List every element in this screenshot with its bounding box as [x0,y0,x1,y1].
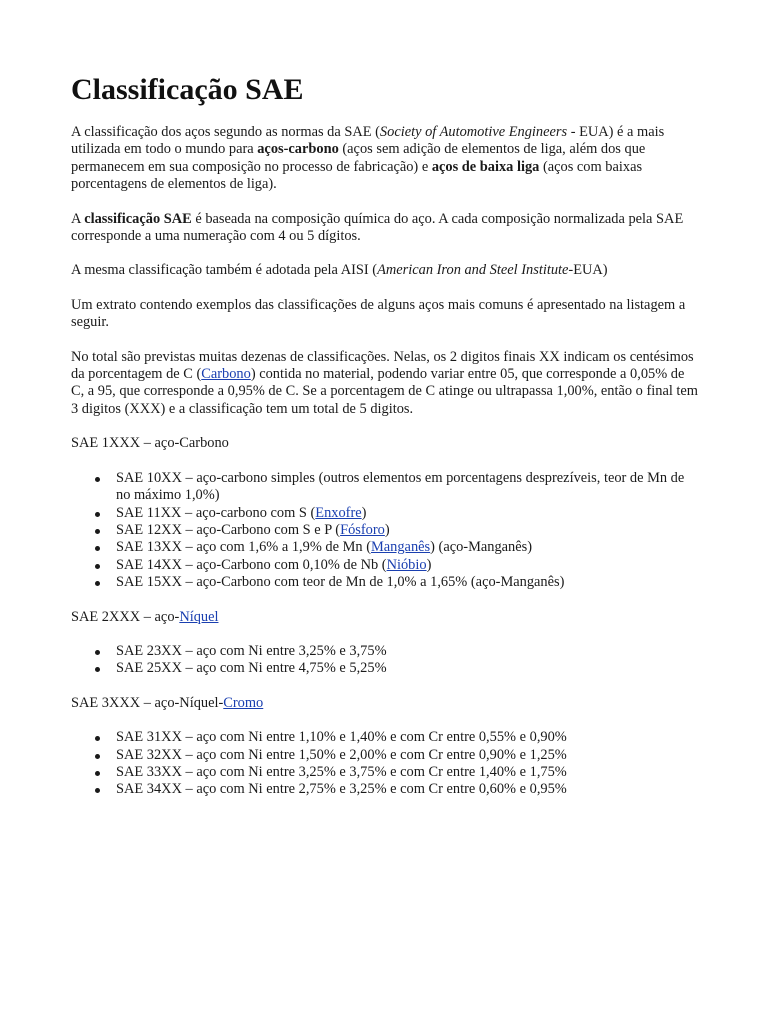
list-item-text: SAE 31XX – aço com Ni entre 1,10% e 1,40% e com Cr entre 0,55% e 0,90% [116,729,567,746]
list-item-text: SAE 13XX – aço com 1,6% a 1,9% de Mn ( [116,539,371,556]
text: A [71,210,85,227]
section-heading [71,435,701,452]
list-item [116,539,701,556]
paragraph-digits [71,349,701,419]
list-item-text: ) [384,521,390,538]
list-item [116,660,701,677]
steel-list [71,729,701,799]
paragraph-aisi [71,262,701,279]
list-item-text: SAE 10XX – aço-carbono simples (outros elementos em porcentagens desprezíveis, teor de Mn de no máximo 1,0%) [116,469,685,504]
text: (aços sem adição de elementos de liga, além dos que permanecem em sua composição no processo de fabricação) e [71,141,646,175]
text: A classificação dos aços segundo as normas da SAE ( [71,124,380,140]
page-title: Classificação SAE [71,73,304,106]
list-item-text: SAE 11XX – aço-carbono com S ( [116,504,316,521]
list-item-link[interactable]: Manganês [370,539,431,556]
section-heading-link[interactable]: Níquel [179,608,219,625]
list-item [116,729,701,746]
steel-list [71,470,701,592]
text-italic: Society of Automotive Engineers [379,124,568,140]
text: - EUA) é a mais utilizada em todo o mundo para [71,124,665,158]
list-item-text: SAE 14XX – aço-Carbono com 0,10% de Nb ( [116,556,387,573]
section-heading-text: SAE 3XXX – aço-Níquel- [71,694,224,711]
text: No total são previstas muitas dezenas de classificações. Nelas, os 2 digitos finais XX indicam os centésimos da porcentagem de C ( [71,348,694,383]
text-bold: classificação SAE [84,210,192,227]
text-bold: aços de baixa liga [431,158,540,175]
list-item-text: SAE 12XX – aço-Carbono com S e P ( [116,521,341,538]
document-page [71,0,701,799]
list-item-text: ) (aço-Manganês) [430,539,533,556]
list-item-link[interactable]: Enxofre [315,504,362,521]
steel-list [71,643,701,678]
text-bold: aços-carbono [257,141,339,158]
list-item [116,470,701,505]
paragraph-sae-basis [71,211,701,246]
list-item [116,781,701,798]
section-heading-text: SAE 2XXX – aço- [71,608,180,625]
link-carbono[interactable]: Carbono [201,366,251,383]
list-item-link[interactable]: Nióbio [386,556,427,573]
list-item-text: SAE 25XX – aço com Ni entre 4,75% e 5,25% [116,660,387,677]
sections-container [71,435,701,799]
list-item-text: SAE 15XX – aço-Carbono com teor de Mn de 1,0% a 1,65% (aço-Manganês) [116,574,565,591]
text: é baseada na composição química do aço. A cada composição normalizada pela SAE corresponde a uma numeração com 4 ou 5 dígitos. [71,210,684,245]
list-item [116,557,701,574]
list-item [116,522,701,539]
text: A mesma classificação também é adotada pela AISI ( [71,262,378,279]
paragraph-extract: Um extrato contendo exemplos das classificações de alguns aços mais comuns é apresentado na listagem a seguir. [71,296,686,331]
list-item-text: SAE 23XX – aço com Ni entre 3,25% e 3,75% [116,642,387,659]
text: ) contida no material, podendo variar entre 05, que corresponde a 0,05% de C, a 95, que corresponde a 0,95% de C. Se a porcentagem de C atinge ou ultrapassa 1,00%, então o final tem 3 digitos (XXX) e a classificação tem um total de 5 digitos. [71,366,699,417]
list-item [116,574,701,591]
text: -EUA) [568,262,608,279]
section-heading-link[interactable]: Cromo [223,694,264,711]
list-item-text: ) [426,556,432,573]
paragraph-intro [71,124,701,194]
list-item-text: SAE 34XX – aço com Ni entre 2,75% e 3,25% e com Cr entre 0,60% e 0,95% [116,781,567,798]
list-item [116,505,701,522]
text-italic: American Iron and Steel Institute [377,262,569,279]
list-item [116,764,701,781]
section-heading [71,695,701,712]
list-item-text: SAE 33XX – aço com Ni entre 3,25% e 3,75% e com Cr entre 1,40% e 1,75% [116,763,567,780]
section-heading-text: SAE 1XXX – aço-Carbono [71,435,229,452]
text: (aços com baixas porcentagens de elementos de liga). [71,158,643,193]
list-item-text: SAE 32XX – aço com Ni entre 1,50% e 2,00% e com Cr entre 0,90% e 1,25% [116,746,567,763]
list-item-text: ) [361,504,367,521]
list-item-link[interactable]: Fósforo [340,521,385,538]
list-item [116,747,701,764]
section-heading [71,609,701,626]
list-item [116,643,701,660]
